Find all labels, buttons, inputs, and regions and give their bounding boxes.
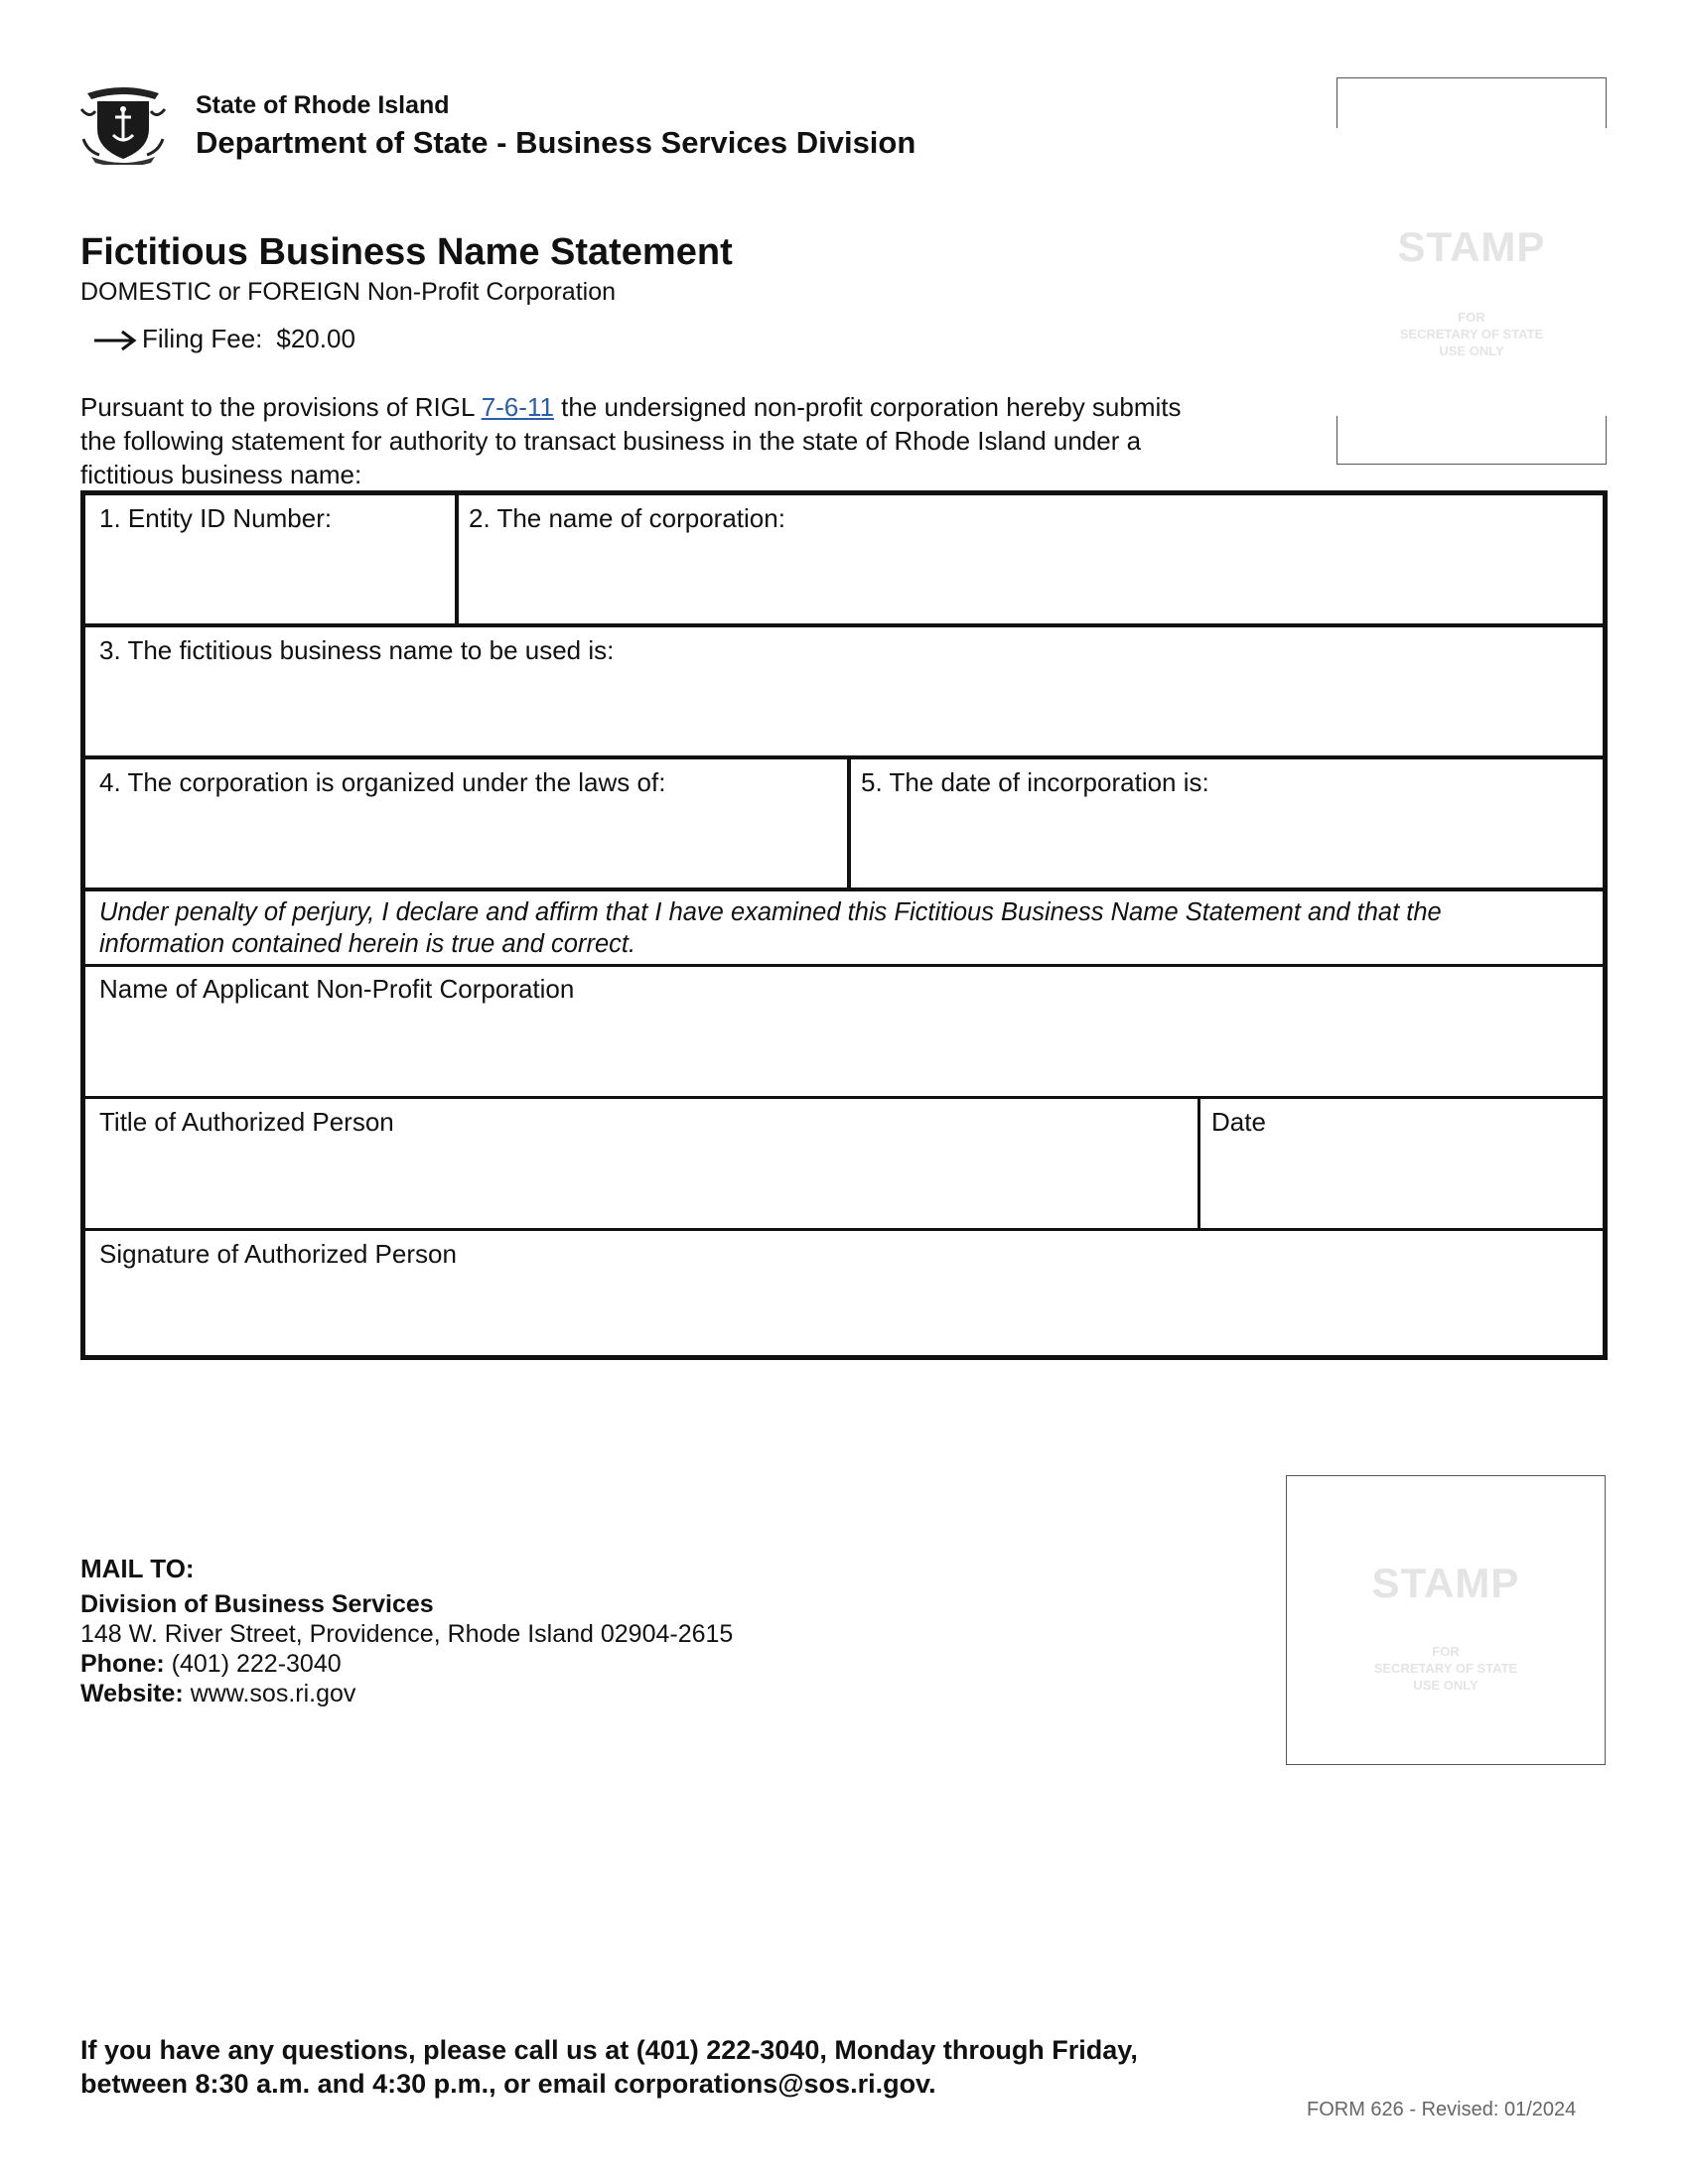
declaration-line1: Under penalty of perjury, I declare and affirm that I have examined this Fictitious Business Name Statement and that the	[99, 898, 1442, 926]
divider	[85, 1228, 1603, 1231]
divider	[85, 887, 1603, 891]
intro-text-4: fictitious business name:	[80, 460, 362, 489]
authorized-title-field[interactable]: Title of Authorized Person	[99, 1107, 394, 1137]
declaration-line2: information contained herein is true and correct.	[99, 930, 636, 958]
arrow-right-icon	[92, 329, 138, 350]
phone-label: Phone:	[80, 1650, 165, 1678]
divider	[85, 964, 1603, 967]
phone-number: (401) 222-3040	[171, 1650, 342, 1678]
stamp-note-line1: FOR	[1432, 1644, 1460, 1659]
divider	[455, 495, 459, 627]
divider	[85, 623, 1603, 627]
website-label: Website:	[80, 1680, 184, 1707]
state-seal-icon	[77, 79, 169, 165]
stamp-box-bottom	[1286, 1475, 1606, 1765]
corporation-name-field[interactable]: 2. The name of corporation:	[469, 503, 785, 533]
stamp-note-line1: FOR	[1458, 310, 1485, 325]
questions-line2: between 8:30 a.m. and 4:30 p.m., or email corporations@sos.ri.gov.	[80, 2069, 936, 2099]
form-subtitle: DOMESTIC or FOREIGN Non-Profit Corporation	[80, 278, 617, 306]
divider	[85, 755, 1603, 759]
state-name: State of Rhode Island	[196, 91, 450, 119]
stamp-note-line3: USE ONLY	[1413, 1678, 1478, 1693]
questions-note	[80, 2033, 1138, 2101]
stamp-box-top	[1336, 77, 1607, 465]
stamp-label: STAMP	[1397, 223, 1546, 270]
form-title: Fictitious Business Name Statement	[80, 231, 733, 273]
intro-text-1: Pursuant to the provisions of RIGL	[80, 392, 482, 422]
applicant-name-field[interactable]: Name of Applicant Non-Profit Corporation	[99, 974, 575, 1004]
entity-id-field[interactable]: 1. Entity ID Number:	[99, 503, 333, 533]
incorporation-date-field[interactable]: 5. The date of incorporation is:	[861, 767, 1209, 797]
date-field[interactable]: Date	[1211, 1107, 1266, 1137]
divider	[85, 1096, 1603, 1099]
questions-line1: If you have any questions, please call us at (401) 222-3040, Monday through Friday,	[80, 2035, 1138, 2065]
application-form	[80, 490, 1608, 1360]
form-number: FORM 626 - Revised: 01/2024	[1307, 2099, 1577, 2120]
filing-fee-label: Filing Fee:	[142, 324, 263, 353]
stamp-note-line2: SECRETARY OF STATE	[1373, 1661, 1518, 1676]
website[interactable]: www.sos.ri.gov	[190, 1680, 356, 1707]
stamp-note-line2: SECRETARY OF STATE	[1399, 327, 1544, 341]
divider	[1197, 1096, 1200, 1230]
divider	[847, 755, 851, 889]
fictitious-name-field[interactable]: 3. The fictitious business name to be used is:	[99, 635, 615, 665]
declaration-text	[99, 896, 1589, 960]
department-name: Department of State - Business Services Division	[196, 125, 916, 160]
intro-paragraph	[80, 390, 1272, 491]
filing-fee-amount: $20.00	[276, 324, 355, 353]
stamp-label: STAMP	[1371, 1560, 1520, 1606]
stamp-note-line3: USE ONLY	[1439, 343, 1504, 358]
rigl-link[interactable]: 7-6-11	[481, 392, 554, 422]
organized-under-field[interactable]: 4. The corporation is organized under the laws of:	[99, 767, 666, 797]
mail-to-block	[80, 1554, 733, 1708]
mail-address: 148 W. River Street, Providence, Rhode Island 02904-2615	[80, 1620, 734, 1648]
intro-text-2: the undersigned non-profit corporation hereby submits	[553, 392, 1182, 422]
mail-org: Division of Business Services	[80, 1590, 434, 1618]
mail-heading: MAIL TO:	[80, 1554, 195, 1583]
signature-field[interactable]: Signature of Authorized Person	[99, 1239, 457, 1269]
intro-text-3: the following statement for authority to transact business in the state of Rhode Island under a	[80, 426, 1142, 456]
filing-fee	[92, 324, 355, 354]
